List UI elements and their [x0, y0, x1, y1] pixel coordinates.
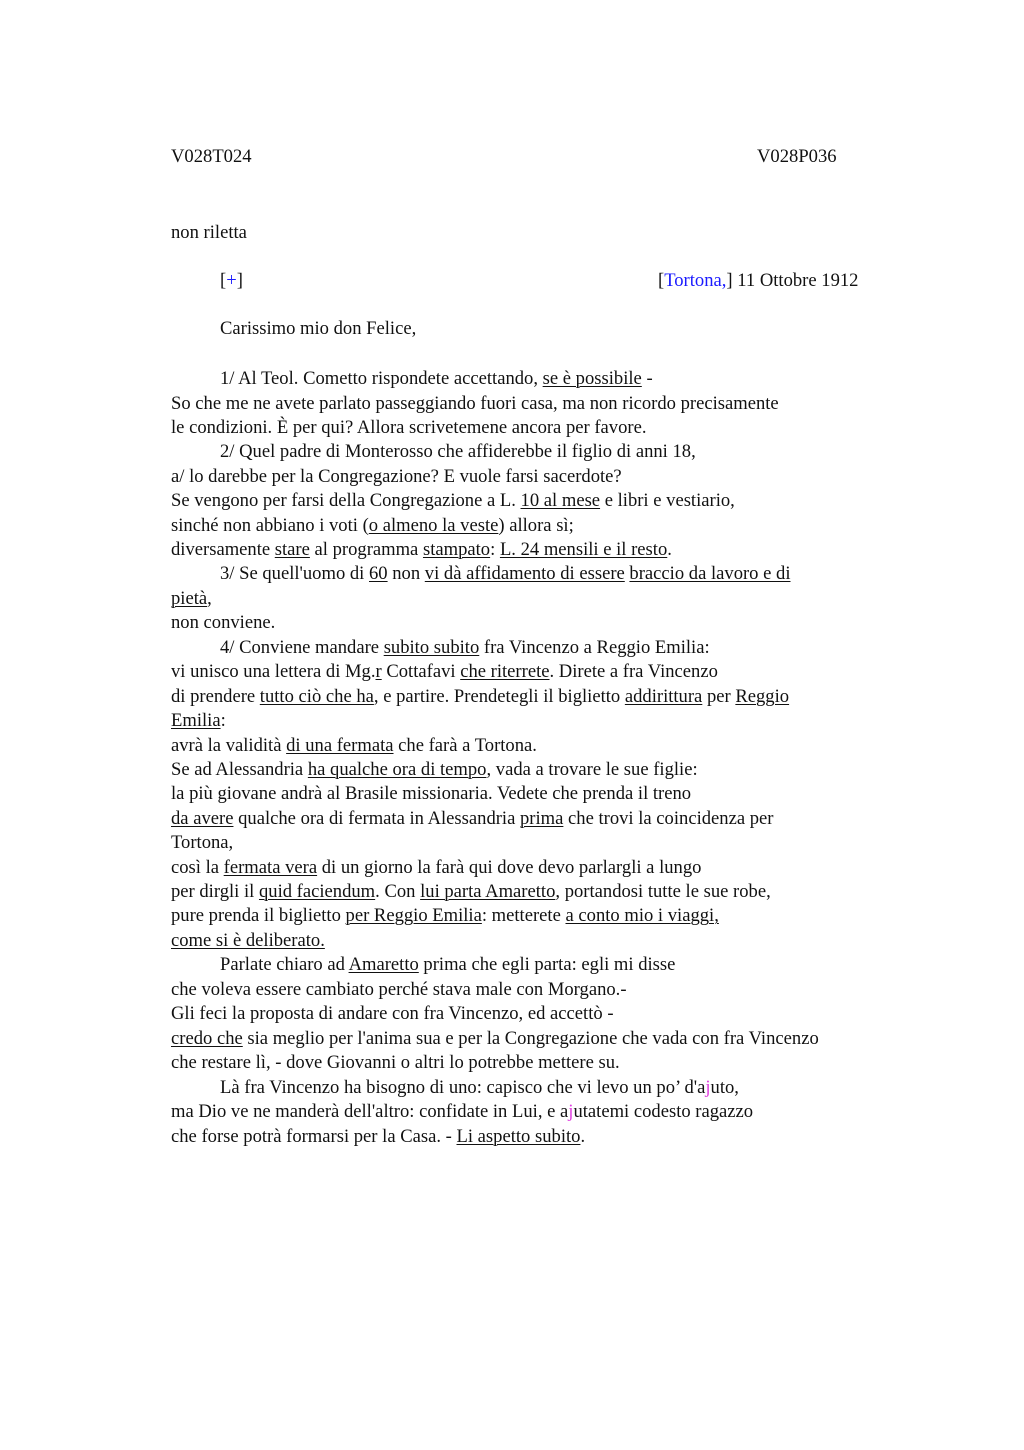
- body-line: 2/ Quel padre di Monterosso che affiderebbe il figlio di anni 18,: [220, 441, 696, 462]
- body-line: non conviene.: [171, 612, 276, 633]
- body-line: di prendere tutto ciò che ha, e partire. Prendetegli il biglietto addirittura per Reggio: [171, 686, 790, 707]
- status-note: non riletta: [171, 222, 247, 243]
- body-line: che voleva essere cambiato perché stava male con Morgano.-: [171, 979, 627, 1000]
- body-line: avrà la validità di una fermata che farà a Tortona.: [171, 735, 537, 756]
- body-line: Tortona,: [171, 832, 234, 853]
- body-line: diversamente stare al programma stampato: L. 24 mensili e il resto.: [171, 539, 672, 560]
- body-line: 1/ Al Teol. Cometto rispondete accettando, se è possibile -: [220, 368, 653, 389]
- body-line: Gli feci la proposta di andare con fra Vincenzo, ed accettò -: [171, 1003, 614, 1024]
- body-line: Parlate chiaro ad Amaretto prima che egli parta: egli mi disse: [220, 954, 676, 975]
- body-line: Se ad Alessandria ha qualche ora di tempo, vada a trovare le sue figlie:: [171, 759, 698, 780]
- body-line: pietà,: [171, 588, 212, 609]
- place-date: [Tortona,] 11 Ottobre 1912: [658, 270, 859, 291]
- header-left-code: V028T024: [171, 146, 252, 167]
- cross-mark: [+]: [220, 270, 243, 291]
- body-line: ma Dio ve ne manderà dell'altro: confidate in Lui, e ajutatemi codesto ragazzo: [171, 1101, 754, 1122]
- header-right-code: V028P036: [757, 146, 837, 167]
- body-line: che forse potrà formarsi per la Casa. - Li aspetto subito.: [171, 1126, 586, 1147]
- body-line: le condizioni. È per qui? Allora scrivetemene ancora per favore.: [171, 417, 647, 438]
- place-name: Tortona,: [664, 270, 727, 291]
- body-line: Là fra Vincenzo ha bisogno di uno: capisco che vi levo un po’ d'ajuto,: [220, 1077, 739, 1098]
- body-line: vi unisco una lettera di Mg.r Cottafavi che riterrete. Direte a fra Vincenzo: [171, 661, 718, 682]
- letter-date: 11 Ottobre 1912: [732, 270, 859, 291]
- body-line: pure prenda il biglietto per Reggio Emilia: metterete a conto mio i viaggi,: [171, 905, 719, 926]
- body-line: Se vengono per farsi della Congregazione a L. 10 al mese e libri e vestiario,: [171, 490, 735, 511]
- body-line: per dirgli il quid faciendum. Con lui parta Amaretto, portandosi tutte le sue robe,: [171, 881, 771, 902]
- body-line: So che me ne avete parlato passeggiando fuori casa, ma non ricordo precisamente: [171, 393, 779, 414]
- cross-symbol: +: [226, 270, 237, 291]
- body-line: 3/ Se quell'uomo di 60 non vi dà affidamento di essere braccio da lavoro e di: [220, 563, 791, 584]
- body-line: credo che sia meglio per l'anima sua e per la Congregazione che vada con fra Vincenzo: [171, 1028, 819, 1049]
- salutation: Carissimo mio don Felice,: [220, 318, 417, 339]
- body-line: Emilia:: [171, 710, 226, 731]
- body-line: così la fermata vera di un giorno la farà qui dove devo parlargli a lungo: [171, 857, 702, 878]
- body-line: 4/ Conviene mandare subito subito fra Vincenzo a Reggio Emilia:: [220, 637, 710, 658]
- body-line: da avere qualche ora di fermata in Alessandria prima che trovi la coincidenza per: [171, 808, 774, 829]
- body-line: la più giovane andrà al Brasile missionaria. Vedete che prenda il treno: [171, 783, 692, 804]
- body-line: a/ lo darebbe per la Congregazione? E vuole farsi sacerdote?: [171, 466, 622, 487]
- body-line: che restare lì, - dove Giovanni o altri lo potrebbe mettere su.: [171, 1052, 620, 1073]
- body-line: sinché non abbiano i voti (o almeno la veste) allora sì;: [171, 515, 574, 536]
- body-line: come si è deliberato.: [171, 930, 325, 951]
